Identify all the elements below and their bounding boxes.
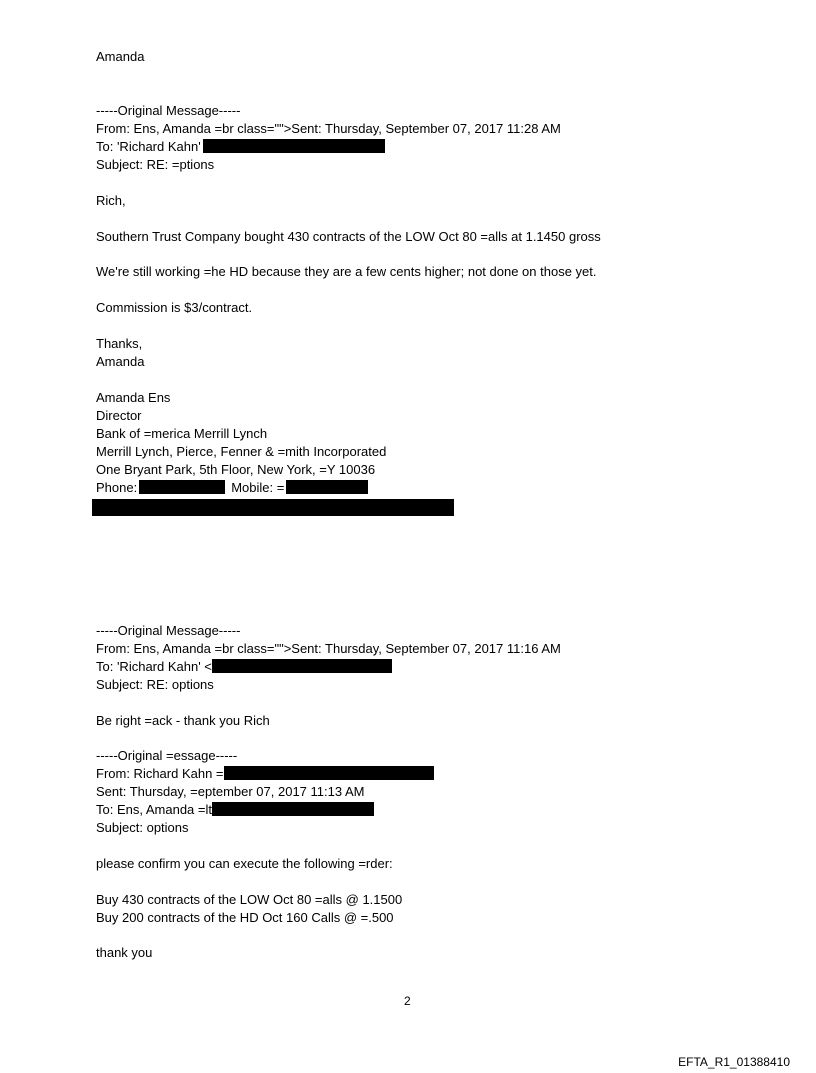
msg3-subject: Subject: options [96, 820, 189, 835]
msg1-subject: Subject: RE: =ptions [96, 157, 215, 172]
redaction-box [286, 480, 368, 494]
msg1-thanks: Thanks, [96, 336, 143, 351]
sig-company1: Bank of =merica Merrill Lynch [96, 426, 268, 441]
msg3-header: -----Original =essage----- [96, 748, 238, 763]
sig-company2: Merrill Lynch, Pierce, Fenner & =mith Incorporated [96, 444, 387, 459]
redaction-box [212, 802, 374, 816]
msg1-to: To: 'Richard Kahn' [96, 139, 201, 154]
sig-title: Director [96, 408, 142, 423]
document-id: EFTA_R1_01388410 [678, 1055, 790, 1069]
redaction-box [203, 139, 385, 153]
msg1-header: -----Original Message----- [96, 103, 241, 118]
msg1-signoff: Amanda [96, 354, 145, 369]
msg3-order1: Buy 430 contracts of the LOW Oct 80 =alls @ 1.1500 [96, 892, 403, 907]
msg1-greeting: Rich, [96, 193, 126, 208]
msg3-from-line [96, 765, 434, 783]
sig-address: One Bryant Park, 5th Floor, New York, =Y 10036 [96, 462, 376, 477]
msg3-order2: Buy 200 contracts of the HD Oct 160 Calls @ =.500 [96, 910, 394, 925]
sig-phone-line [96, 479, 368, 497]
sig-phone-label: Phone: [96, 480, 138, 495]
msg2-to: To: 'Richard Kahn' < [96, 659, 212, 674]
sig-mobile-label: Mobile: = [231, 480, 285, 495]
redaction-box [139, 480, 225, 494]
sig-name: Amanda Ens [96, 390, 171, 405]
msg2-header: -----Original Message----- [96, 623, 241, 638]
redaction-box [212, 659, 392, 673]
redaction-box [92, 499, 454, 516]
msg3-to: To: Ens, Amanda =lt [96, 802, 212, 817]
msg3-to-line [96, 801, 374, 819]
msg1-para3: Commission is $3/contract. [96, 300, 253, 315]
msg3-closing: thank you [96, 945, 153, 960]
msg1-from: From: Ens, Amanda =br class="">Sent: Thursday, September 07, 2017 11:28 AM [96, 121, 561, 136]
msg1-para2: We're still working =he HD because they are a few cents higher; not done on those yet. [96, 264, 597, 279]
msg3-sent: Sent: Thursday, =eptember 07, 2017 11:13 AM [96, 784, 365, 799]
msg1-to-line [96, 138, 385, 156]
redaction-box [224, 766, 434, 780]
msg2-from: From: Ens, Amanda =br class="">Sent: Thursday, September 07, 2017 11:16 AM [96, 641, 561, 656]
page-number: 2 [404, 994, 411, 1008]
msg2-subject: Subject: RE: options [96, 677, 214, 692]
msg3-from: From: Richard Kahn = [96, 766, 224, 781]
msg2-to-line [96, 658, 392, 676]
top-closing: Amanda [96, 49, 145, 64]
msg2-body: Be right =ack - thank you Rich [96, 713, 270, 728]
msg1-para1: Southern Trust Company bought 430 contracts of the LOW Oct 80 =alls at 1.1450 gross [96, 229, 601, 244]
msg3-body: please confirm you can execute the following =rder: [96, 856, 393, 871]
